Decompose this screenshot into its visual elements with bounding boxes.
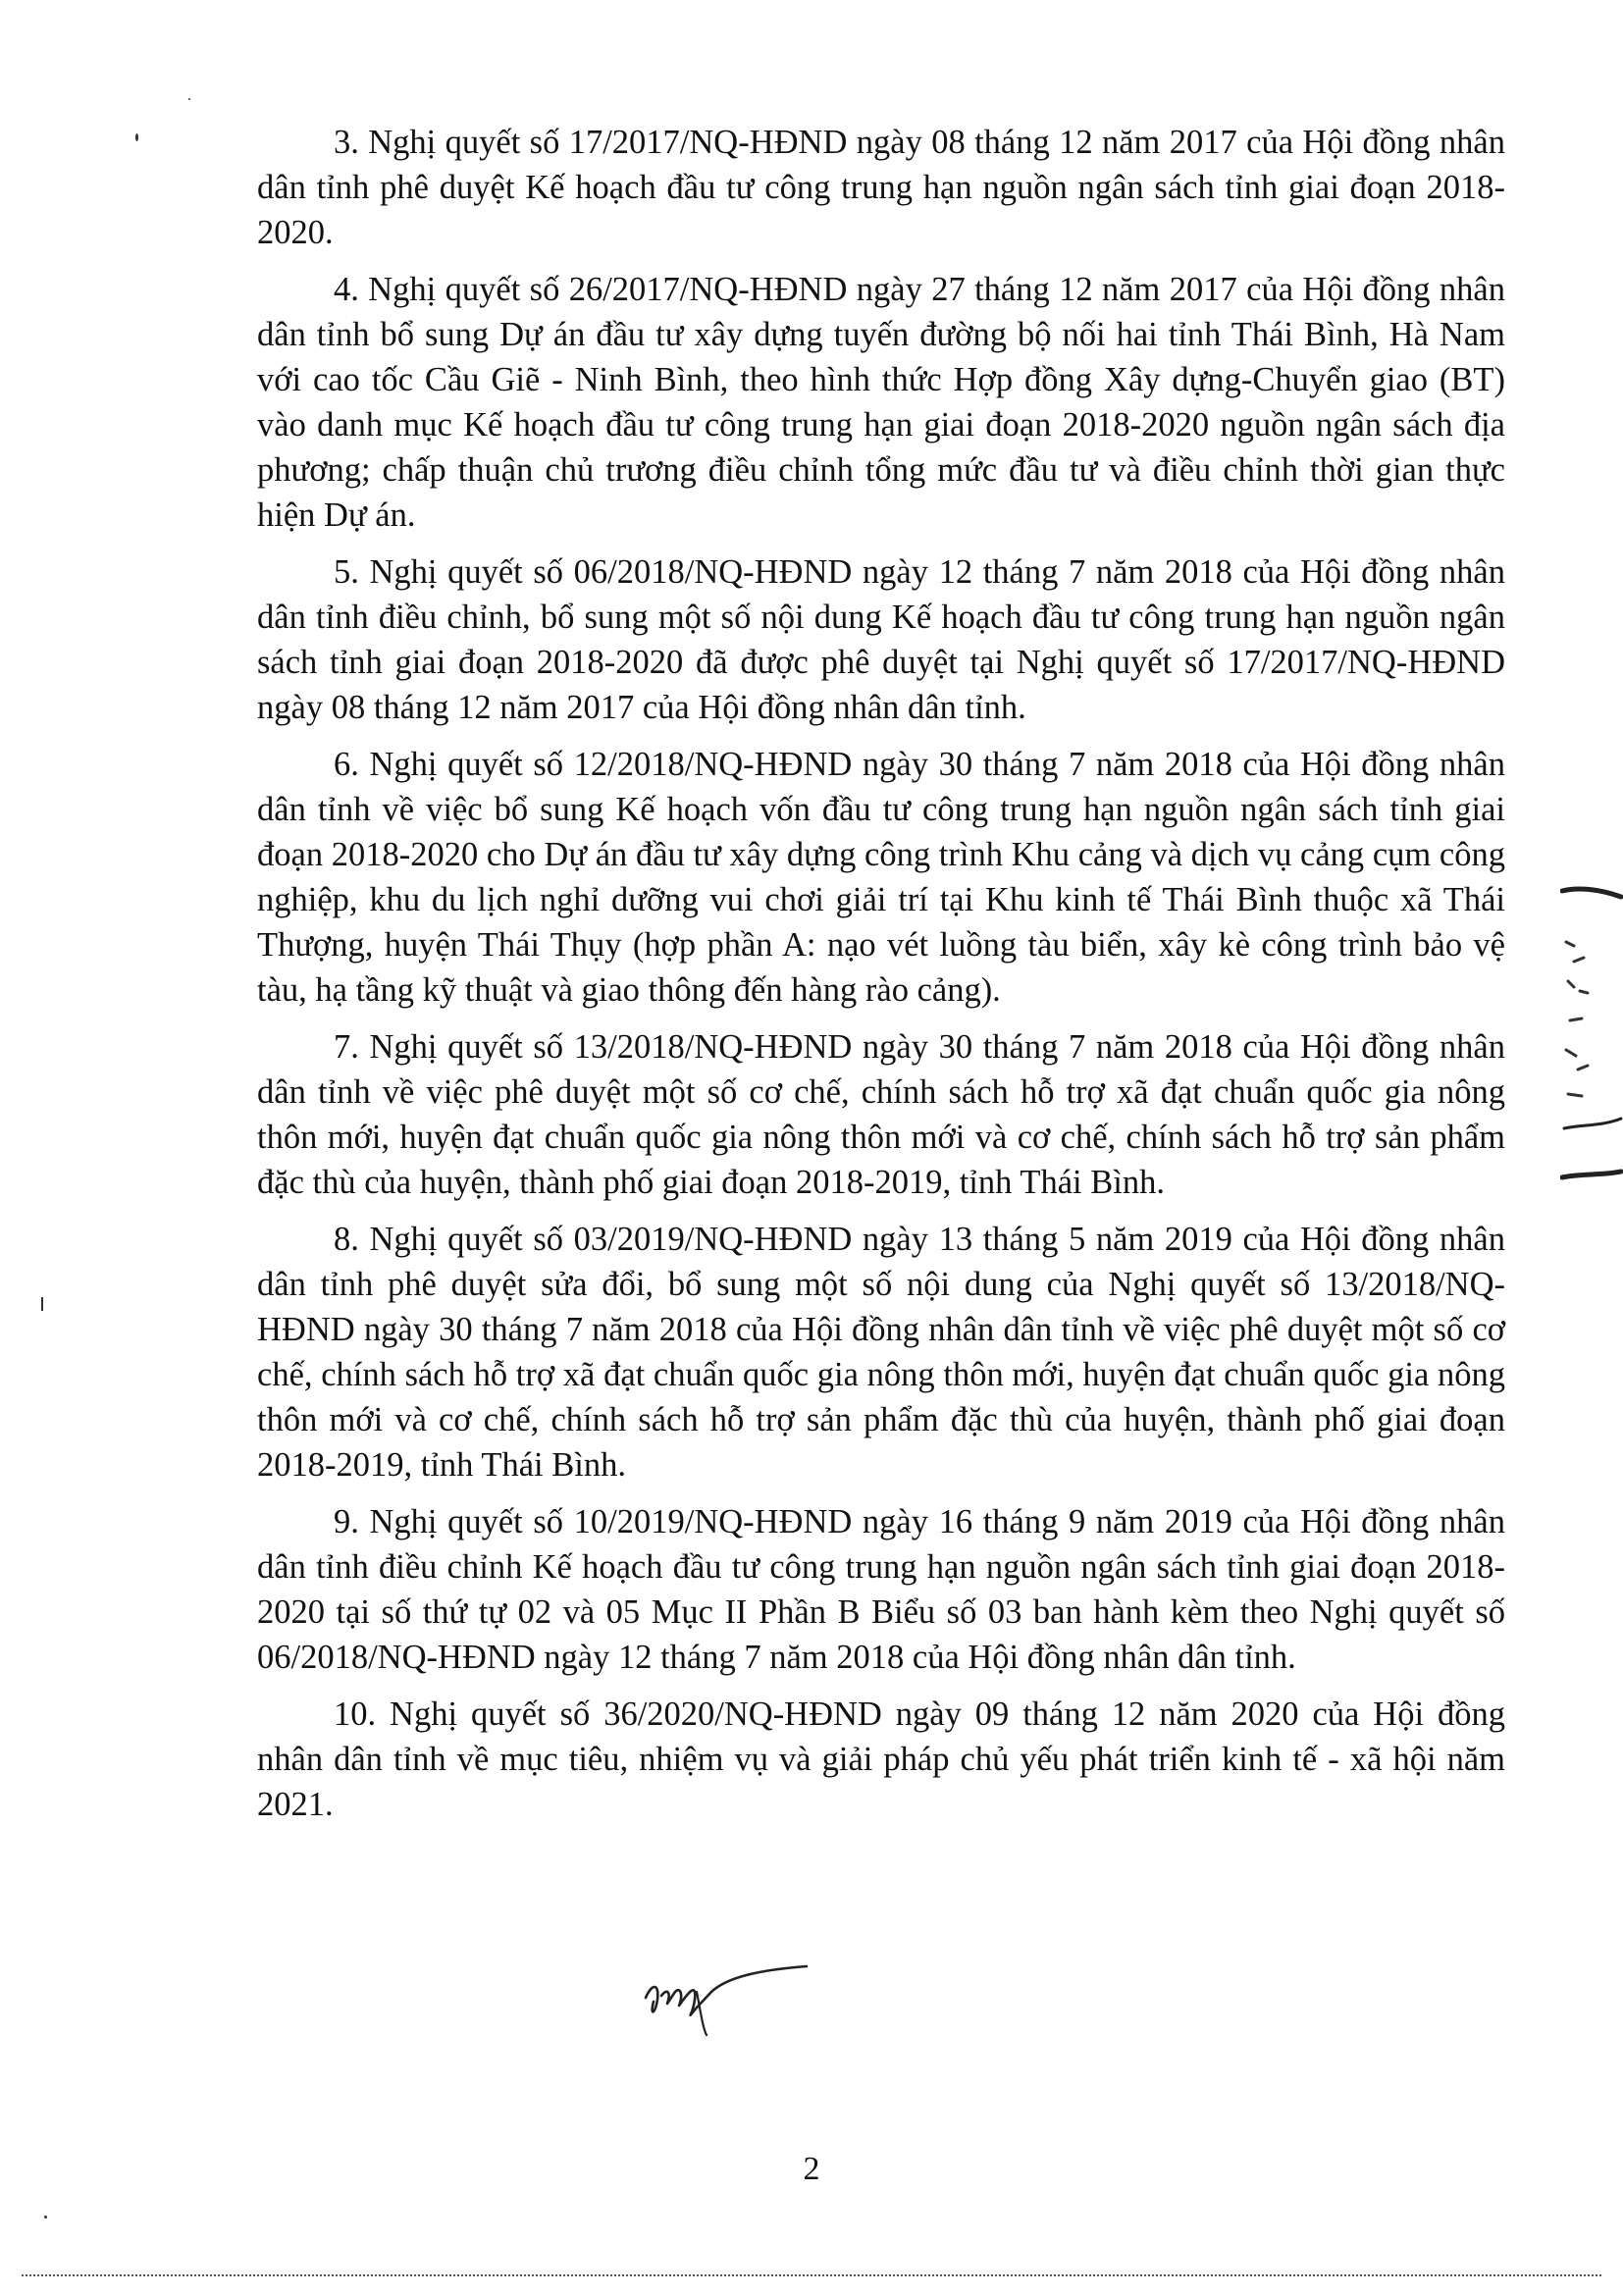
handwritten-initials: [638, 1953, 814, 2041]
scan-speck: [44, 2216, 47, 2218]
paragraph-item-5: 5. Nghị quyết số 06/2018/NQ-HĐND ngày 12 tháng 7 năm 2018 của Hội đồng nhân dân tỉnh điều chỉnh, bổ sung một số nội dung Kế hoạch đầu tư công trung hạn nguồn ngân sách tỉnh giai đoạn 2018-2020 đã được phê duyệt tại Nghị quyết số 17/2017/NQ-HĐND ngày 08 tháng 12 năm 2017 của Hội đồng nhân dân tỉnh.: [257, 553, 1505, 726]
paragraph-item-3: 3. Nghị quyết số 17/2017/NQ-HĐND ngày 08 tháng 12 năm 2017 của Hội đồng nhân dân tỉnh phê duyệt Kế hoạch đầu tư công trung hạn nguồn ngân sách tỉnh giai đoạn 2018-2020.: [257, 124, 1505, 251]
paragraph-item-4: 4. Nghị quyết số 26/2017/NQ-HĐND ngày 27 tháng 12 năm 2017 của Hội đồng nhân dân tỉnh bổ sung Dự án đầu tư xây dựng tuyến đường bộ nối hai tỉnh Thái Bình, Hà Nam với cao tốc Cầu Giẽ - Ninh Bình, theo hình thức Hợp đồng Xây dựng-Chuyển giao (BT) vào danh mục Kế hoạch đầu tư công trung hạn giai đoạn 2018-2020 nguồn ngân sách địa phương; chấp thuận chủ trương điều chỉnh tổng mức đầu tư và điều chỉnh thời gian thực hiện Dự án.: [257, 271, 1505, 534]
scan-speck: [188, 98, 190, 100]
paragraph-item-9: 9. Nghị quyết số 10/2019/NQ-HĐND ngày 16 tháng 9 năm 2019 của Hội đồng nhân dân tỉnh điều chỉnh Kế hoạch đầu tư công trung hạn nguồn ngân sách tỉnh giai đoạn 2018-2020 tại số thứ tự 02 và 05 Mục II Phần B Biểu số 03 ban hành kèm theo Nghị quyết số 06/2018/NQ-HĐND ngày 12 tháng 7 năm 2018 của Hội đồng nhân dân tỉnh.: [257, 1503, 1505, 1676]
bottom-divider: [22, 2274, 1601, 2276]
paragraph-item-8: 8. Nghị quyết số 03/2019/NQ-HĐND ngày 13 tháng 5 năm 2019 của Hội đồng nhân dân tỉnh phê duyệt sửa đổi, bổ sung một số nội dung của Nghị quyết số 13/2018/NQ-HĐND ngày 30 tháng 7 năm 2018 của Hội đồng nhân dân tỉnh về việc phê duyệt một số cơ chế, chính sách hỗ trợ xã đạt chuẩn quốc gia nông thôn mới, huyện đạt chuẩn quốc gia nông thôn mới và cơ chế, chính sách hỗ trợ sản phẩm đặc thù của huyện, thành phố giai đoạn 2018-2019, tỉnh Thái Bình.: [257, 1221, 1505, 1484]
scan-speck: [41, 1297, 43, 1311]
paragraph-item-7: 7. Nghị quyết số 13/2018/NQ-HĐND ngày 30 tháng 7 năm 2018 của Hội đồng nhân dân tỉnh về việc phê duyệt một số cơ chế, chính sách hỗ trợ xã đạt chuẩn quốc gia nông thôn mới, huyện đạt chuẩn quốc gia nông thôn mới và cơ chế, chính sách hỗ trợ sản phẩm đặc thù của huyện, thành phố giai đoạn 2018-2019, tỉnh Thái Bình.: [257, 1028, 1505, 1201]
scan-speck: [135, 133, 138, 141]
document-body: [257, 120, 1505, 1839]
page-number: 2: [803, 2151, 820, 2187]
paragraph-item-10: 10. Nghị quyết số 36/2020/NQ-HĐND ngày 09 tháng 12 năm 2020 của Hội đồng nhân dân tỉnh về mục tiêu, nhiệm vụ và giải pháp chủ yếu phát triển kinh tế - xã hội năm 2021.: [257, 1696, 1505, 1823]
paragraph-item-6: 6. Nghị quyết số 12/2018/NQ-HĐND ngày 30 tháng 7 năm 2018 của Hội đồng nhân dân tỉnh về việc bổ sung Kế hoạch vốn đầu tư công trung hạn nguồn ngân sách tỉnh giai đoạn 2018-2020 cho Dự án đầu tư xây dựng công trình Khu cảng và dịch vụ cảng cụm công nghiệp, khu du lịch nghỉ dưỡng vui chơi giải trí tại Khu kinh tế Thái Bình thuộc xã Thái Thượng, huyện Thái Thụy (hợp phần A: nạo vét luồng tàu biển, xây kè công trình bảo vệ tàu, hạ tầng kỹ thuật và giao thông đến hàng rào cảng).: [257, 746, 1505, 1009]
seal-stamp-edge: [1560, 883, 1623, 1187]
